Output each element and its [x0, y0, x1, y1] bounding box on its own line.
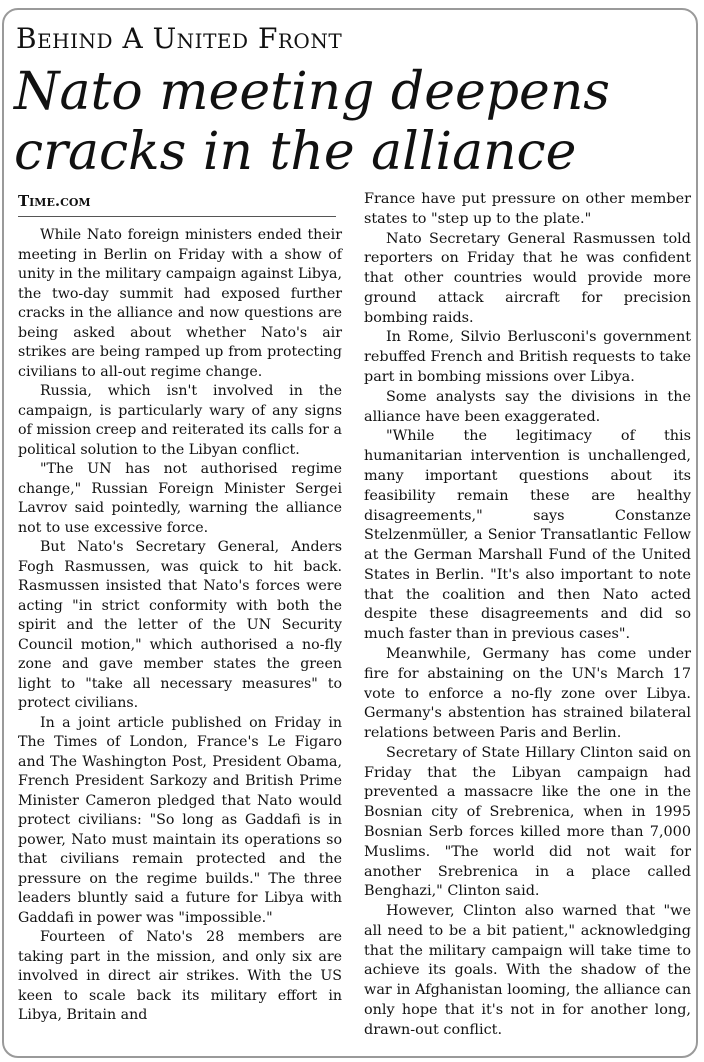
article-column-2 — [364, 190, 691, 1041]
byline-divider — [18, 216, 336, 217]
paragraph: While Nato foreign ministers ended their meeting in Berlin on Friday with a show of unity in the military campaign against Libya, the two-day summit had exposed further cracks in the alliance and now questions are being asked about whether Nato's air strikes are being ramped up from protecting civilians to all-out regime change. — [18, 227, 342, 380]
paragraph: Russia, which isn't involved in the campaign, is particularly wary of any signs of mission creep and reiterated its calls for a political solution to the Libyan conflict. — [18, 383, 342, 458]
paragraph: In Rome, Silvio Berlusconi's government rebuffed French and British requests to take part in bombing missions over Libya. — [364, 329, 691, 386]
source-byline: Time.com — [18, 192, 91, 210]
paragraph: Some analysts say the divisions in the alliance have been exaggerated. — [364, 388, 691, 425]
kicker: Behind A United Front — [16, 22, 343, 55]
paragraph: Nato Secretary General Rasmussen told reporters on Friday that he was confident that other countries would provide more ground attack aircraft for precision bombing raids. — [364, 230, 691, 326]
paragraph: Fourteen of Nato's 28 members are taking part in the mission, and only six are involved in direct air strikes. With the US keen to scale back its military effort in Libya, Britain and — [18, 929, 342, 1023]
paragraph: Secretary of State Hillary Clinton said on Friday that the Libyan campaign had prevented a massacre like the one in the Bosnian city of Srebrenica, when in 1995 Bosnian Serb forces killed more than 7,000 Muslims. "The world did not wait for another Srebrenica in a place called Benghazi," Clinton said. — [364, 744, 691, 900]
headline: Nato meeting deepens cracks in the alliance — [14, 62, 610, 182]
paragraph: France have put pressure on other member states to "step up to the plate." — [364, 191, 691, 227]
paragraph: "While the legitimacy of this humanitarian intervention is unchallenged, many important questions about its feasibility remain these are healthy disagreements," says Constanze Stelzenmüller, a Senior Transatlantic Fellow at the German Marshall Fund of the United States in Berlin. "It's also important to note that the coalition and then Nato acted despite these disagreements and did so much faster than in previous cases". — [364, 428, 691, 643]
paragraph: However, Clinton also warned that "we all need to be a bit patient," acknowledging that the military campaign will take time to achieve its goals. With the shadow of the war in Afghanistan looming, the alliance can only hope that it's not in for another long, drawn-out conflict. — [364, 903, 691, 1038]
paragraph: But Nato's Secretary General, Anders Fogh Rasmussen, was quick to hit back. Rasmussen insisted that Nato's forces were acting "in strict conformity with both the spirit and the letter of the UN Security Council motion," which authorised a no-fly zone and gave member states the green light to "take all necessary measures" to protect civilians. — [18, 539, 342, 711]
paragraph: In a joint article published on Friday in The Times of London, France's Le Figaro and The Washington Post, President Obama, French President Sarkozy and British Prime Minister Cameron pledged that Nato would protect civilians: "So long as Gaddafi is in power, Nato must maintain its operations so that civilians remain protected and the pressure on the regime builds." The three leaders bluntly said a future for Libya with Gaddafi in power was "impossible." — [18, 714, 342, 926]
article-column-1 — [18, 226, 342, 1026]
paragraph: Meanwhile, Germany has come under fire for abstaining on the UN's March 17 vote to enforce a no-fly zone over Libya. Germany's abstention has strained bilateral relations between Paris and Berlin. — [364, 645, 691, 742]
paragraph: "The UN has not authorised regime change," Russian Foreign Minister Sergei Lavrov said pointedly, warning the alliance not to use excessive force. — [18, 461, 342, 536]
